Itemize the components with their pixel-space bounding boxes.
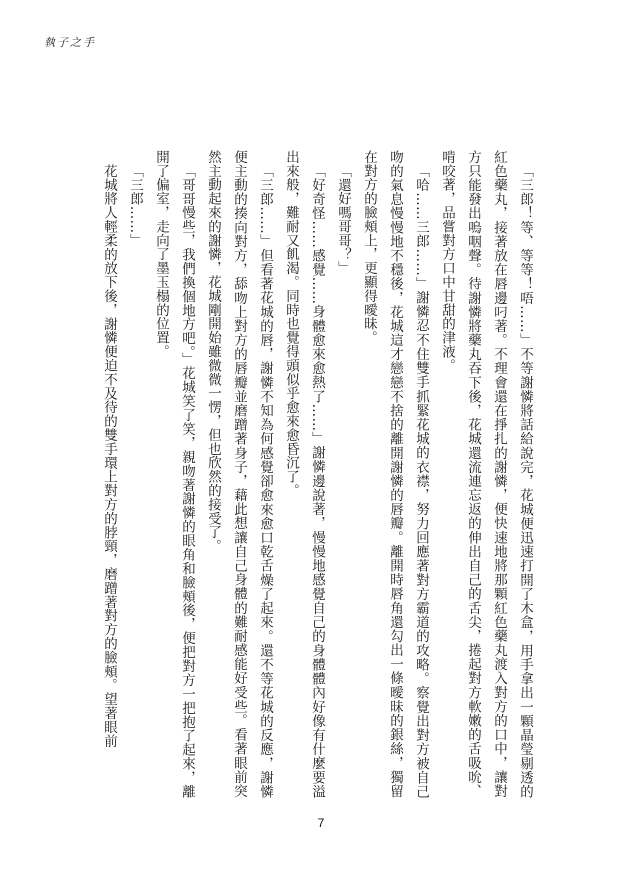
paragraph: 「哥哥慢些，我們換個地方吧。」花城笑了笑，親吻著謝憐的眼角和臉頰後，便把對方一把抱了起來，離開了偏室，走向了墨玉榻的位置。 bbox=[153, 150, 195, 798]
paragraph: 「哈……三郎……」謝憐忍不住雙手抓緊花城的衣襟，努力回應著對方霸道的攻略。察覺出對方被自己吻的氣息慢慢地不穩後，花城這才戀戀不捨的離開謝憐的唇瓣。離開時唇角還勾出一條曖昧的銀絲，獨留在對方的臉頰上，更顯得曖昧。 bbox=[361, 150, 429, 798]
paragraph: 「三郎……」但看著花城的唇，謝憐不知為何感覺卻愈來愈口乾舌燥了起來。還不等花城的反應，謝憐便主動的揍向對方，舔吻上對方的唇瓣並磨蹭著身子，藉此想讓自己身體的難耐感能好受些。看著眼前突然主動起來的謝憐，花城剛開始雖微微一愣，但也欣然的接受了。 bbox=[205, 150, 273, 798]
page-number: 7 bbox=[317, 816, 325, 830]
paragraph: 「三郎！等、等等！唔……」不等謝憐將話給說完，花城便迅速打開了木盒，用手拿出一顆晶瑩剔透的紅色藥丸，接著放在唇邊叼著。不理會還在掙扎的謝憐，便快速地將那顆紅色藥丸渡入對方的口中，讓對方只能發出嗚咽聲。待謝憐將藥丸吞下後，花城還流連忘返的伸出自己的舌尖，捲起對方軟嫩的舌吸吮、啃咬著，品嘗對方口中甘甜的津液。 bbox=[439, 150, 533, 798]
paragraph: 「三郎……」 bbox=[127, 163, 143, 247]
paragraph: 「好奇怪……感覺……身體愈來愈熱了……」謝憐邊說著，慢慢地感覺自己的身體體內好像有什麼要溢出來般，難耐又飢渴。同時也覺得頭似乎愈來愈昏沉了。 bbox=[283, 150, 325, 798]
paragraph: 花城將人輕柔的放下後，謝憐便迫不及待的雙手環上對方的脖頸，磨蹭著對方的臉頰。望著眼前 bbox=[101, 163, 117, 748]
paragraph: 「還好嗎哥哥？」 bbox=[335, 163, 351, 275]
running-header: 執子之手 bbox=[44, 36, 96, 49]
body-text bbox=[98, 150, 538, 798]
